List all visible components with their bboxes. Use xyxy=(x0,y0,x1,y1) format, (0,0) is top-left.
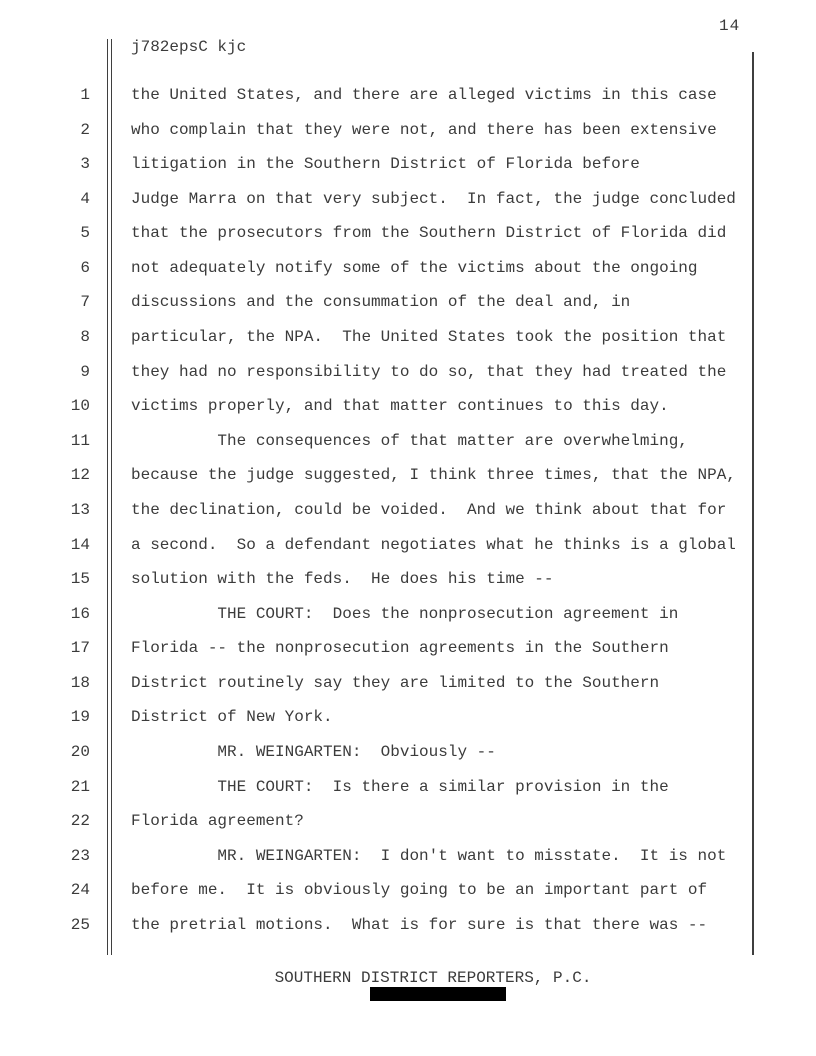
line-number: 21 xyxy=(70,777,90,796)
redaction-bar xyxy=(370,987,506,1001)
line-number: 16 xyxy=(70,604,90,623)
transcript-line xyxy=(40,78,753,113)
transcript-lines xyxy=(40,78,753,942)
line-number: 6 xyxy=(80,258,90,277)
line-number: 18 xyxy=(70,673,90,692)
transcript-line xyxy=(40,528,753,563)
transcript-line xyxy=(40,735,753,770)
line-text: solution with the feds. He does his time -- xyxy=(131,570,554,589)
line-text: victims properly, and that matter continues to this day. xyxy=(131,397,669,416)
line-number: 13 xyxy=(70,500,90,519)
line-number: 15 xyxy=(70,570,90,589)
line-number: 7 xyxy=(80,293,90,312)
line-number: 23 xyxy=(70,846,90,865)
transcript-line xyxy=(40,389,753,424)
line-number: 5 xyxy=(80,224,90,243)
line-text: THE COURT: Is there a similar provision in the xyxy=(131,777,669,796)
line-number: 19 xyxy=(70,708,90,727)
transcript-line xyxy=(40,873,753,908)
line-text: because the judge suggested, I think three times, that the NPA, xyxy=(131,466,736,485)
transcript-line xyxy=(40,147,753,182)
line-number: 14 xyxy=(70,535,90,554)
transcript-line xyxy=(40,355,753,390)
line-number: 12 xyxy=(70,466,90,485)
transcript-line xyxy=(40,493,753,528)
line-number: 9 xyxy=(80,362,90,381)
transcript-line xyxy=(40,804,753,839)
line-text: The consequences of that matter are overwhelming, xyxy=(131,431,688,450)
line-number: 17 xyxy=(70,639,90,658)
line-number: 3 xyxy=(80,155,90,174)
line-text: not adequately notify some of the victims about the ongoing xyxy=(131,258,698,277)
transcript-line xyxy=(40,182,753,217)
line-text: the United States, and there are alleged victims in this case xyxy=(131,86,717,104)
line-text: who complain that they were not, and there has been extensive xyxy=(131,120,717,139)
line-text: the pretrial motions. What is for sure is that there was -- xyxy=(131,915,708,934)
transcript-line xyxy=(40,424,753,459)
line-text: MR. WEINGARTEN: I don't want to misstate. It is not xyxy=(131,846,727,865)
line-number: 2 xyxy=(80,120,90,139)
transcript-line xyxy=(40,562,753,597)
line-number: 24 xyxy=(70,881,90,900)
line-text: they had no responsibility to do so, that they had treated the xyxy=(131,362,727,381)
line-number: 1 xyxy=(80,86,90,104)
line-text: particular, the NPA. The United States took the position that xyxy=(131,328,727,347)
transcript-line xyxy=(40,320,753,355)
transcript-header-id: j782epsC kjc xyxy=(131,38,247,56)
line-text: a second. So a defendant negotiates what he thinks is a global xyxy=(131,535,736,554)
line-text: District routinely say they are limited to the Southern xyxy=(131,673,660,692)
line-text: Florida agreement? xyxy=(131,812,304,831)
line-text: Florida -- the nonprosecution agreements in the Southern xyxy=(131,639,669,658)
line-number: 8 xyxy=(80,328,90,347)
transcript-line xyxy=(40,700,753,735)
line-text: MR. WEINGARTEN: Obviously -- xyxy=(131,742,496,761)
transcript-line xyxy=(40,285,753,320)
line-text: that the prosecutors from the Southern District of Florida did xyxy=(131,224,727,243)
line-number: 4 xyxy=(80,189,90,208)
line-number: 10 xyxy=(70,397,90,416)
transcript-line xyxy=(40,597,753,632)
transcript-line xyxy=(40,770,753,805)
page-number: 14 xyxy=(719,17,741,35)
transcript-line xyxy=(40,908,753,943)
transcript-line xyxy=(40,839,753,874)
transcript-line xyxy=(40,251,753,286)
line-number: 11 xyxy=(70,431,90,450)
transcript-line xyxy=(40,458,753,493)
line-number: 25 xyxy=(70,915,90,934)
line-text: the declination, could be voided. And we think about that for xyxy=(131,500,727,519)
line-number: 22 xyxy=(70,812,90,831)
line-text: District of New York. xyxy=(131,708,333,727)
line-number: 20 xyxy=(70,742,90,761)
line-text: litigation in the Southern District of Florida before xyxy=(131,155,640,174)
line-text: Judge Marra on that very subject. In fact, the judge concluded xyxy=(131,189,736,208)
line-text: before me. It is obviously going to be an important part of xyxy=(131,881,708,900)
transcript-line xyxy=(40,216,753,251)
reporter-footer: SOUTHERN DISTRICT REPORTERS, P.C. xyxy=(274,969,592,987)
line-text: THE COURT: Does the nonprosecution agreement in xyxy=(131,604,679,623)
transcript-line xyxy=(40,666,753,701)
transcript-line xyxy=(40,631,753,666)
transcript-line xyxy=(40,113,753,148)
line-text: discussions and the consummation of the deal and, in xyxy=(131,293,631,312)
